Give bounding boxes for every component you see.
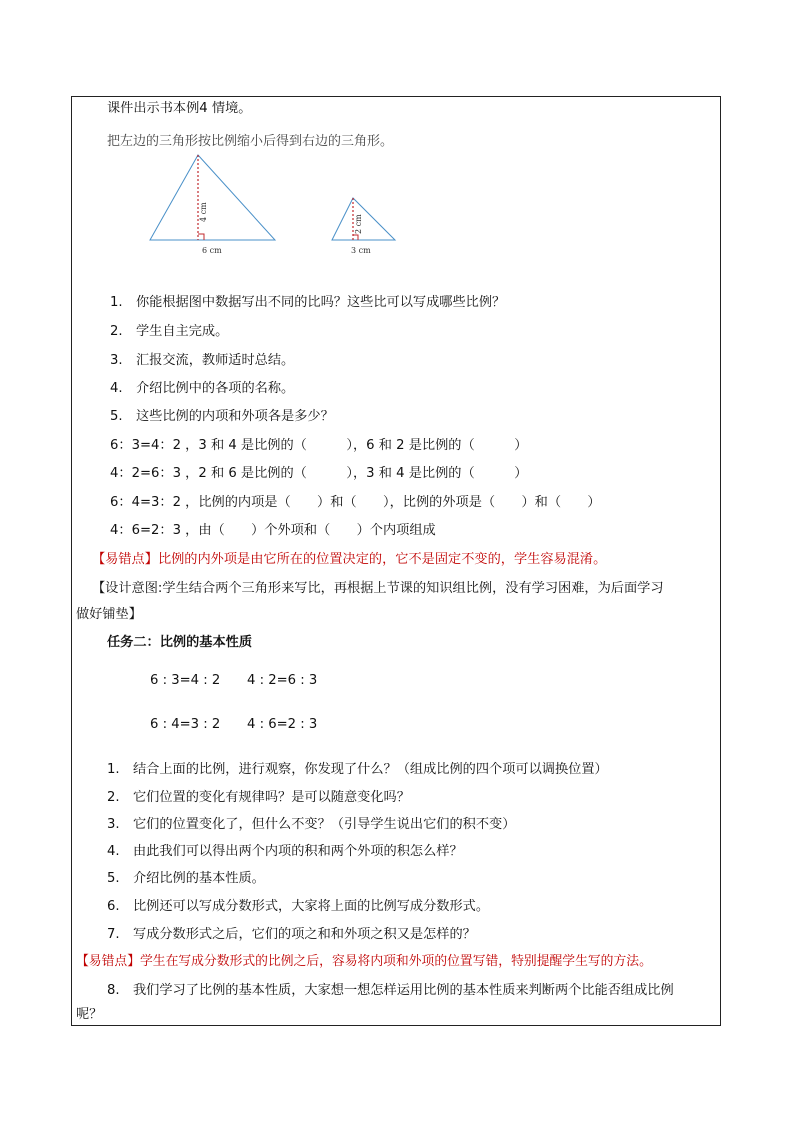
task2-title: 任务二：比例的基本性质	[107, 635, 253, 650]
small-height-label: 2 cm	[354, 214, 363, 234]
big-height-label: 4 cm	[199, 202, 208, 222]
big-triangle	[150, 155, 275, 240]
step-item: 7. 写成分数形式之后，它们的项之和和外项之积又是怎样的？	[107, 927, 476, 942]
step-item: 2. 学生自主完成。	[110, 324, 229, 339]
small-triangle	[332, 198, 395, 240]
step-item: 3. 汇报交流，教师适时总结。	[110, 353, 295, 368]
step-item: 2. 它们位置的变化有规律吗？是可以随意变化吗？	[107, 790, 410, 805]
fill-blank-line: 4：6=2：3 ，由（ ）个外项和（ ）个内项组成	[110, 523, 436, 538]
proportion-example: 6 : 4=3 : 2	[150, 717, 221, 732]
fill-blank-line: 6：4=3：2 ，比例的内项是（ ）和（ ），比例的外项是（ ）和（ ）	[110, 495, 601, 510]
step-item: 3. 它们的位置变化了，但什么不变？（引导学生说出它们的积不变）	[107, 817, 516, 832]
step-item: 1. 结合上面的比例，进行观察，你发现了什么？（组成比例的四个项可以调换位置）	[107, 762, 608, 777]
triangles-figure	[145, 150, 405, 260]
step-item: 6. 比例还可以写成分数形式，大家将上面的比例写成分数形式。	[107, 899, 490, 914]
step-item: 4. 介绍比例中的各项的名称。	[110, 381, 295, 396]
proportion-example: 4 : 2=6 : 3	[247, 673, 318, 688]
small-base-label: 3 cm	[351, 246, 371, 255]
small-right-angle	[353, 235, 358, 240]
error-note: 【易错点】学生在写成分数形式的比例之后，容易将内项和外项的位置写错，特别提醒学生写的方法。	[76, 954, 652, 969]
step-item: 1. 你能根据图中数据写出不同的比吗？这些比可以写成哪些比例？	[110, 295, 506, 310]
intro-text: 课件出示书本例4 情境。	[107, 101, 252, 116]
proportion-example: 6 : 3=4 : 2	[150, 673, 221, 688]
step-item: 5. 这些比例的内项和外项各是多少？	[110, 409, 334, 424]
proportion-example: 4 : 6=2 : 3	[247, 717, 318, 732]
step-item-cont: 呢？	[76, 1007, 103, 1022]
step-item: 8. 我们学习了比例的基本性质，大家想一想怎样运用比例的基本性质来判断两个比能否组成比例	[107, 983, 674, 998]
fill-blank-line: 6：3=4：2 ，3 和 4 是比例的（ ），6 和 2 是比例的（ ）	[110, 438, 528, 453]
design-intent-cont: 做好铺垫】	[76, 607, 142, 622]
step-item: 4. 由此我们可以得出两个内项的积和两个外项的积怎么样？	[107, 844, 463, 859]
step-item: 5. 介绍比例的基本性质。	[107, 871, 265, 886]
error-note: 【易错点】比例的内外项是由它所在的位置决定的，它不是固定不变的，学生容易混淆。	[92, 552, 607, 567]
design-intent: 【设计意图:学生结合两个三角形来写比，再根据上节课的知识组比例，没有学习困难，为后面学习	[92, 581, 664, 596]
big-base-label: 6 cm	[202, 246, 222, 255]
fill-blank-line: 4：2=6：3 ，2 和 6 是比例的（ ），3 和 4 是比例的（ ）	[110, 466, 528, 481]
figure-caption: 把左边的三角形按比例缩小后得到右边的三角形。	[107, 134, 394, 149]
big-right-angle	[198, 234, 204, 240]
